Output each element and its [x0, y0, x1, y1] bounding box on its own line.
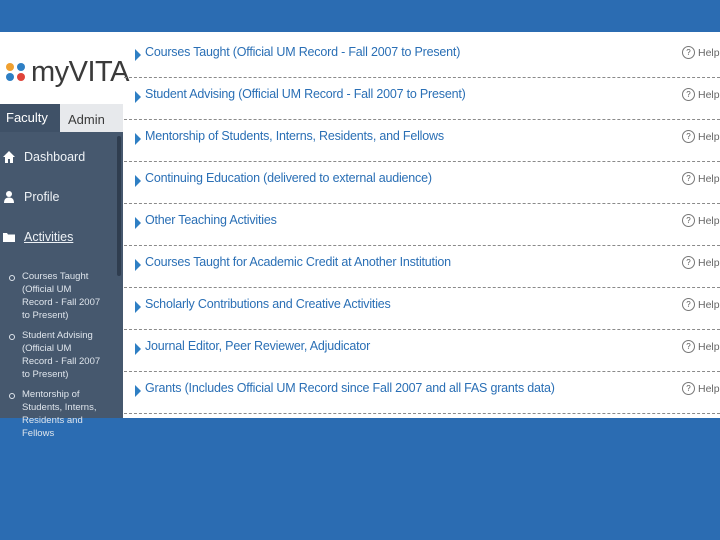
section-row[interactable]: [124, 162, 720, 204]
section-row[interactable]: [124, 330, 720, 372]
sidebar: [0, 32, 129, 439]
activity-sections-list: [124, 32, 720, 418]
user-icon: [2, 190, 16, 204]
section-title[interactable]: Journal Editor, Peer Reviewer, Adjudicator: [145, 339, 371, 353]
help-link[interactable]: [682, 298, 720, 311]
folder-icon: [2, 230, 16, 244]
help-link[interactable]: [682, 340, 720, 353]
nav-item-label: Activities: [24, 230, 74, 244]
help-link[interactable]: [682, 172, 720, 185]
help-icon: ?: [682, 298, 695, 311]
submenu-item[interactable]: Courses Taught (Official UM Record - Fall 2007 to Present): [8, 270, 104, 322]
section-row[interactable]: [124, 204, 720, 246]
help-label: Help: [698, 46, 720, 59]
help-icon: ?: [682, 130, 695, 143]
expand-arrow-icon[interactable]: [135, 385, 141, 397]
section-title[interactable]: Courses Taught for Academic Credit at Another Institution: [145, 255, 451, 269]
app-screenshot: [0, 32, 720, 439]
section-title[interactable]: Student Advising (Official UM Record - Fall 2007 to Present): [145, 87, 466, 101]
help-icon: ?: [682, 172, 695, 185]
help-link[interactable]: [682, 130, 720, 143]
help-label: Help: [698, 172, 720, 185]
expand-arrow-icon[interactable]: [135, 133, 141, 145]
help-icon: ?: [682, 88, 695, 101]
nav-item-dashboard[interactable]: [0, 150, 85, 164]
section-title[interactable]: Continuing Education (delivered to external audience): [145, 171, 432, 185]
help-link[interactable]: [682, 256, 720, 269]
help-link[interactable]: [682, 214, 720, 227]
logo-dots-icon: [6, 63, 26, 81]
help-icon: ?: [682, 256, 695, 269]
section-row[interactable]: [124, 288, 720, 330]
home-icon: [2, 150, 16, 164]
section-title[interactable]: Scholarly Contributions and Creative Activities: [145, 297, 391, 311]
submenu-item[interactable]: Student Advising (Official UM Record - Fall 2007 to Present): [8, 329, 104, 381]
section-title[interactable]: Mentorship of Students, Interns, Residents, and Fellows: [145, 129, 444, 143]
activities-submenu: [8, 270, 104, 447]
section-row[interactable]: [124, 372, 720, 414]
section-row[interactable]: [124, 120, 720, 162]
help-icon: ?: [682, 340, 695, 353]
help-icon: ?: [682, 46, 695, 59]
section-row[interactable]: [124, 246, 720, 288]
help-link[interactable]: [682, 46, 720, 59]
section-title[interactable]: Other Teaching Activities: [145, 213, 277, 227]
help-icon: ?: [682, 214, 695, 227]
logo-dot: [6, 73, 14, 81]
nav-item-activities[interactable]: [0, 230, 73, 244]
logo-dot: [17, 63, 25, 71]
help-link[interactable]: [682, 382, 720, 395]
submenu-item[interactable]: Mentorship of Students, Interns, Residents and Fellows: [8, 388, 104, 440]
help-label: Help: [698, 130, 720, 143]
expand-arrow-icon[interactable]: [135, 301, 141, 313]
logo-dot: [17, 73, 25, 81]
section-row[interactable]: [124, 78, 720, 120]
help-label: Help: [698, 256, 720, 269]
tab-faculty[interactable]: Faculty: [0, 104, 60, 132]
expand-arrow-icon[interactable]: [135, 259, 141, 271]
section-row[interactable]: [124, 36, 720, 78]
nav-item-profile[interactable]: [0, 190, 59, 204]
app-logo[interactable]: [6, 52, 129, 92]
expand-arrow-icon[interactable]: [135, 175, 141, 187]
expand-arrow-icon[interactable]: [135, 217, 141, 229]
section-title[interactable]: Courses Taught (Official UM Record - Fall 2007 to Present): [145, 45, 461, 59]
logo-dot: [6, 63, 14, 71]
sidebar-scrollbar[interactable]: [117, 136, 121, 276]
section-title[interactable]: Grants (Includes Official UM Record since Fall 2007 and all FAS grants data): [145, 381, 555, 395]
help-label: Help: [698, 214, 720, 227]
expand-arrow-icon[interactable]: [135, 343, 141, 355]
help-label: Help: [698, 340, 720, 353]
help-icon: ?: [682, 382, 695, 395]
help-label: Help: [698, 298, 720, 311]
tab-admin[interactable]: Admin: [60, 104, 123, 132]
nav-item-label: Dashboard: [24, 150, 86, 164]
help-link[interactable]: [682, 88, 720, 101]
expand-arrow-icon[interactable]: [135, 91, 141, 103]
nav-item-label: Profile: [24, 190, 60, 204]
role-tabs: [0, 104, 123, 132]
expand-arrow-icon[interactable]: [135, 49, 141, 61]
app-name: myVITA: [31, 55, 129, 88]
nav-panel: [0, 132, 123, 439]
help-label: Help: [698, 382, 720, 395]
help-label: Help: [698, 88, 720, 101]
